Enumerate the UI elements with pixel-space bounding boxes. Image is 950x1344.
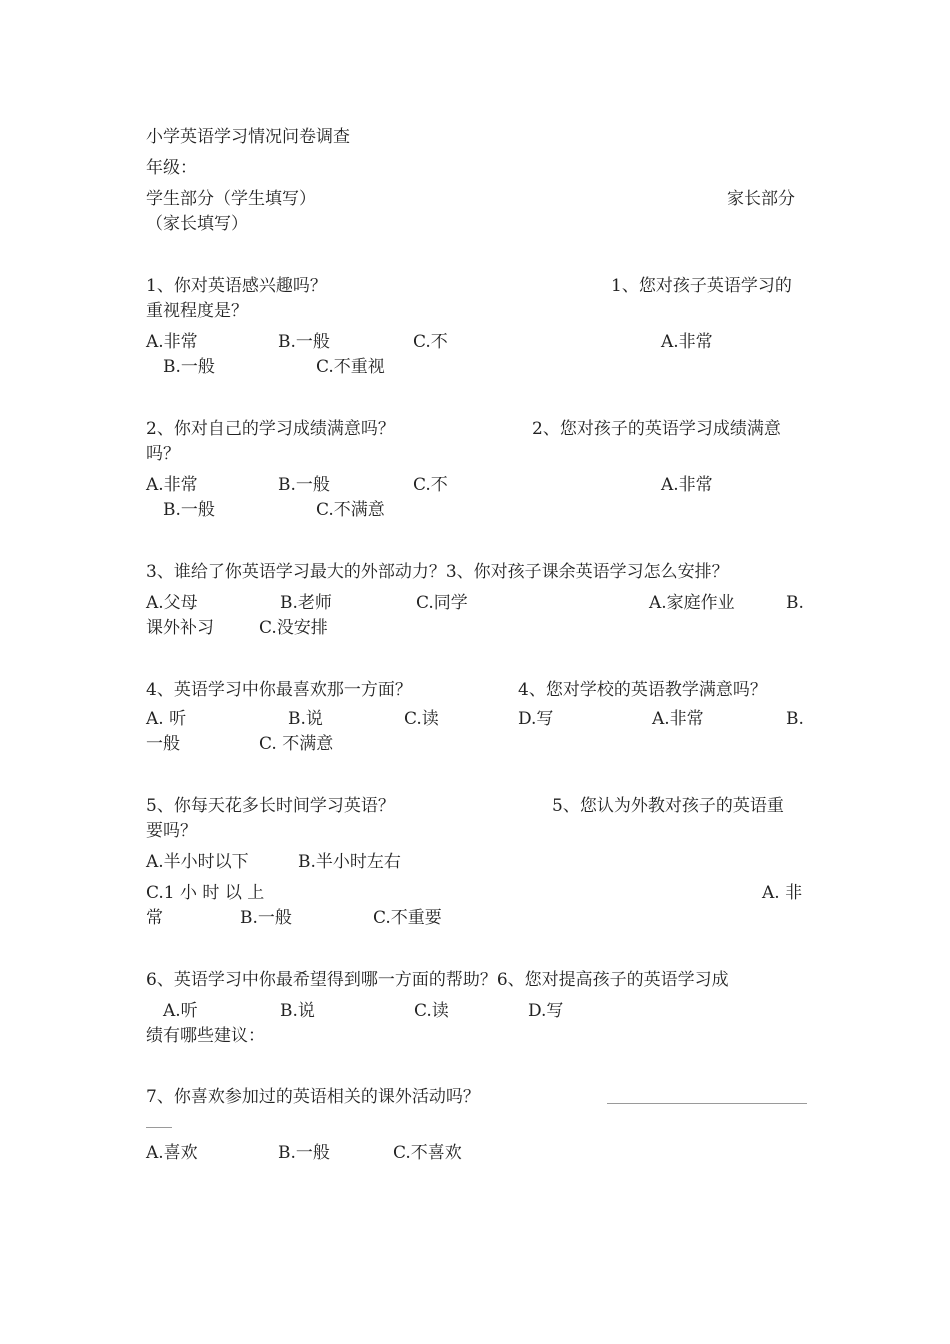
q7-student-option-c: C.不喜欢 xyxy=(393,1143,462,1163)
q4-student-option-c: C.读 xyxy=(404,709,439,729)
q1-parent-option-c: C.不重视 xyxy=(316,357,385,377)
q3-parent-option-a: A.家庭作业 xyxy=(649,593,735,613)
q6-student-option-c: C.读 xyxy=(414,1001,449,1021)
q6-question-line: 6、英语学习中你最希望得到哪一方面的帮助？6、您对提高孩子的英语学习成 xyxy=(146,970,729,990)
q5-student-option-c: C.1 小 时 以 上 xyxy=(146,883,265,903)
student-section-heading: 学生部分（学生填写） xyxy=(146,189,316,209)
q2-parent-option-a: A.非常 xyxy=(661,475,713,495)
q2-student-option-c: C.不 xyxy=(413,475,448,495)
q6-student-option-d: D.写 xyxy=(528,1001,564,1021)
q4-parent-option-a: A.非常 xyxy=(652,709,704,729)
q5-student-option-b: B.半小时左右 xyxy=(298,852,401,872)
page-title: 小学英语学习情况问卷调查 xyxy=(146,127,350,147)
parent-section-note: （家长填写） xyxy=(146,214,248,234)
q1-parent-question-cont: 重视程度是？ xyxy=(146,301,248,321)
q4-student-option-d: D.写 xyxy=(518,709,554,729)
q5-parent-option-a-cont: 常 xyxy=(146,908,163,928)
q5-parent-question: 5、您认为外教对孩子的英语重 xyxy=(552,796,784,816)
q1-parent-option-a: A.非常 xyxy=(661,332,713,352)
q3-parent-option-b-text: 课外补习 xyxy=(146,618,214,638)
q3-question-line: 3、谁给了你英语学习最大的外部动力？3、你对孩子课余英语学习怎么安排？ xyxy=(146,562,729,582)
q2-parent-question: 2、您对孩子的英语学习成绩满意 xyxy=(532,419,781,439)
q4-student-option-a: A. 听 xyxy=(146,709,187,729)
q4-parent-option-b-text: 一般 xyxy=(146,734,180,754)
q2-student-option-b: B.一般 xyxy=(278,475,330,495)
q2-student-option-a: A.非常 xyxy=(146,475,198,495)
q5-student-option-a: A.半小时以下 xyxy=(146,852,249,872)
q4-parent-option-b: B. xyxy=(786,709,804,729)
q5-parent-option-c: C.不重要 xyxy=(373,908,442,928)
q3-student-option-c: C.同学 xyxy=(416,593,468,613)
grade-label: 年级： xyxy=(146,158,197,178)
q7-student-option-b: B.一般 xyxy=(278,1143,330,1163)
q1-student-question: 1、你对英语感兴趣吗？ xyxy=(146,276,327,296)
q2-student-question: 2、你对自己的学习成绩满意吗？ xyxy=(146,419,395,439)
q1-parent-option-b: B.一般 xyxy=(163,357,215,377)
q5-student-question: 5、你每天花多长时间学习英语？ xyxy=(146,796,395,816)
q1-student-option-c: C.不 xyxy=(413,332,448,352)
q4-student-option-b: B.说 xyxy=(288,709,323,729)
q7-student-question: 7、你喜欢参加过的英语相关的课外活动吗？ xyxy=(146,1087,480,1107)
q5-parent-question-cont: 要吗？ xyxy=(146,821,197,841)
q2-parent-option-b: B.一般 xyxy=(163,500,215,520)
q5-parent-option-b: B.一般 xyxy=(240,908,292,928)
q6-parent-question-cont: 绩有哪些建议： xyxy=(146,1026,265,1046)
q1-parent-question: 1、您对孩子英语学习的 xyxy=(611,276,792,296)
q1-student-option-a: A.非常 xyxy=(146,332,198,352)
q7-student-option-a: A.喜欢 xyxy=(146,1143,198,1163)
q5-parent-option-a: A. 非 xyxy=(762,883,803,903)
q6-student-option-a: A.听 xyxy=(163,1001,198,1021)
parent-section-heading: 家长部分 xyxy=(727,189,795,209)
q2-parent-question-cont: 吗？ xyxy=(146,444,180,464)
q4-parent-option-c: C. 不满意 xyxy=(259,734,334,754)
q2-parent-option-c: C.不满意 xyxy=(316,500,385,520)
q3-student-option-a: A.父母 xyxy=(146,593,198,613)
q3-student-option-b: B.老师 xyxy=(280,593,332,613)
q3-parent-option-b: B. xyxy=(786,593,804,613)
answer-blank-line-cont xyxy=(146,1127,172,1128)
q4-parent-question: 4、您对学校的英语教学满意吗？ xyxy=(518,680,767,700)
q1-student-option-b: B.一般 xyxy=(278,332,330,352)
answer-blank-line xyxy=(607,1103,807,1104)
q3-parent-option-c: C.没安排 xyxy=(259,618,328,638)
q4-student-question: 4、英语学习中你最喜欢那一方面？ xyxy=(146,680,412,700)
q6-student-option-b: B.说 xyxy=(280,1001,315,1021)
